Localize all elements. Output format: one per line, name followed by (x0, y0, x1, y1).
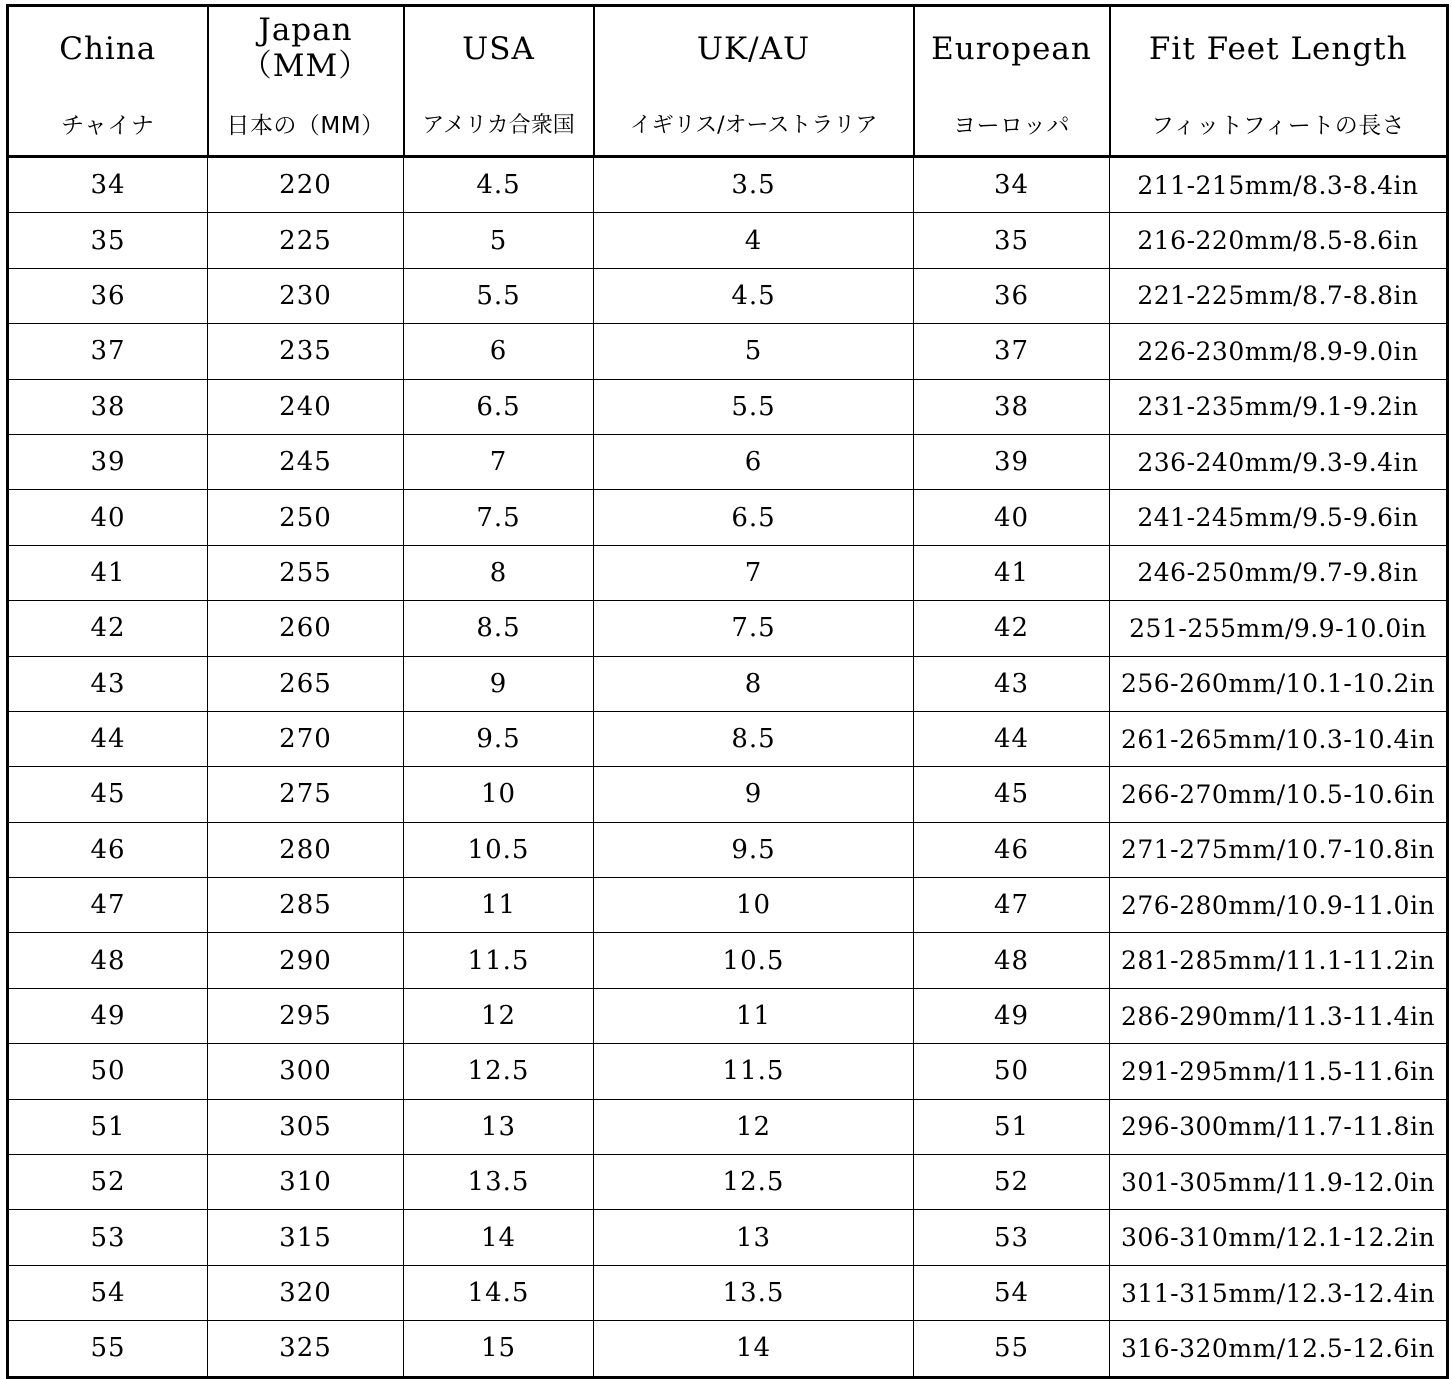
cell-china: 37 (8, 324, 208, 379)
cell-european: 53 (914, 1210, 1110, 1265)
cell-european: 34 (914, 157, 1110, 213)
cell-usa: 12 (404, 988, 594, 1043)
cell-usa: 8.5 (404, 601, 594, 656)
cell-china: 40 (8, 490, 208, 545)
cell-fit-feet-length: 311-315mm/12.3-12.4in (1110, 1265, 1448, 1320)
cell-usa: 6.5 (404, 379, 594, 434)
table-row (8, 1099, 1448, 1154)
cell-china: 50 (8, 1044, 208, 1099)
cell-china: 47 (8, 878, 208, 933)
cell-fit-feet-length: 281-285mm/11.1-11.2in (1110, 933, 1448, 988)
cell-japan-mm: 325 (208, 1321, 404, 1377)
cell-fit-feet-length: 316-320mm/12.5-12.6in (1110, 1321, 1448, 1377)
column-header-usa-jp: アメリカ合衆国 (404, 91, 594, 157)
cell-fit-feet-length: 261-265mm/10.3-10.4in (1110, 711, 1448, 766)
cell-japan-mm: 275 (208, 767, 404, 822)
table-row (8, 656, 1448, 711)
table-row (8, 1210, 1448, 1265)
cell-japan-mm: 270 (208, 711, 404, 766)
cell-uk-au: 8.5 (594, 711, 914, 766)
cell-usa: 10 (404, 767, 594, 822)
cell-fit-feet-length: 291-295mm/11.5-11.6in (1110, 1044, 1448, 1099)
cell-uk-au: 7 (594, 545, 914, 600)
cell-japan-mm: 300 (208, 1044, 404, 1099)
cell-european: 50 (914, 1044, 1110, 1099)
cell-usa: 7.5 (404, 490, 594, 545)
table-row (8, 822, 1448, 877)
cell-european: 52 (914, 1155, 1110, 1210)
cell-uk-au: 12.5 (594, 1155, 914, 1210)
cell-european: 51 (914, 1099, 1110, 1154)
table-row (8, 767, 1448, 822)
cell-usa: 11.5 (404, 933, 594, 988)
cell-japan-mm: 240 (208, 379, 404, 434)
column-header-uk-au-jp: イギリス/オーストラリア (594, 91, 914, 157)
cell-china: 53 (8, 1210, 208, 1265)
cell-usa: 14.5 (404, 1265, 594, 1320)
table-row (8, 490, 1448, 545)
cell-japan-mm: 290 (208, 933, 404, 988)
cell-china: 42 (8, 601, 208, 656)
cell-fit-feet-length: 271-275mm/10.7-10.8in (1110, 822, 1448, 877)
cell-fit-feet-length: 286-290mm/11.3-11.4in (1110, 988, 1448, 1043)
cell-fit-feet-length: 241-245mm/9.5-9.6in (1110, 490, 1448, 545)
cell-fit-feet-length: 276-280mm/10.9-11.0in (1110, 878, 1448, 933)
cell-usa: 10.5 (404, 822, 594, 877)
cell-japan-mm: 260 (208, 601, 404, 656)
cell-uk-au: 13.5 (594, 1265, 914, 1320)
column-header-japan-en-line1: Japan (258, 12, 353, 49)
cell-uk-au: 13 (594, 1210, 914, 1265)
cell-japan-mm: 315 (208, 1210, 404, 1265)
cell-japan-mm: 310 (208, 1155, 404, 1210)
cell-uk-au: 10 (594, 878, 914, 933)
cell-fit-feet-length: 216-220mm/8.5-8.6in (1110, 213, 1448, 268)
cell-uk-au: 4.5 (594, 268, 914, 323)
cell-fit-feet-length: 211-215mm/8.3-8.4in (1110, 157, 1448, 213)
cell-uk-au: 12 (594, 1099, 914, 1154)
cell-usa: 5 (404, 213, 594, 268)
column-header-china-jp: チャイナ (8, 91, 208, 157)
cell-fit-feet-length: 296-300mm/11.7-11.8in (1110, 1099, 1448, 1154)
cell-european: 45 (914, 767, 1110, 822)
table-row (8, 711, 1448, 766)
header-row-english (8, 6, 1448, 92)
cell-china: 44 (8, 711, 208, 766)
cell-fit-feet-length: 221-225mm/8.7-8.8in (1110, 268, 1448, 323)
cell-european: 37 (914, 324, 1110, 379)
cell-china: 39 (8, 434, 208, 489)
cell-european: 39 (914, 434, 1110, 489)
column-header-japan-jp: 日本の（MM） (208, 91, 404, 157)
cell-european: 44 (914, 711, 1110, 766)
cell-japan-mm: 255 (208, 545, 404, 600)
cell-usa: 9.5 (404, 711, 594, 766)
cell-china: 51 (8, 1099, 208, 1154)
cell-european: 55 (914, 1321, 1110, 1377)
table-row (8, 878, 1448, 933)
size-conversion-table (6, 4, 1449, 1379)
cell-fit-feet-length: 231-235mm/9.1-9.2in (1110, 379, 1448, 434)
cell-usa: 5.5 (404, 268, 594, 323)
cell-uk-au: 8 (594, 656, 914, 711)
cell-european: 41 (914, 545, 1110, 600)
cell-fit-feet-length: 266-270mm/10.5-10.6in (1110, 767, 1448, 822)
cell-fit-feet-length: 246-250mm/9.7-9.8in (1110, 545, 1448, 600)
cell-uk-au: 11.5 (594, 1044, 914, 1099)
cell-european: 42 (914, 601, 1110, 656)
cell-japan-mm: 235 (208, 324, 404, 379)
table-row (8, 933, 1448, 988)
cell-china: 45 (8, 767, 208, 822)
cell-japan-mm: 265 (208, 656, 404, 711)
cell-usa: 11 (404, 878, 594, 933)
cell-european: 43 (914, 656, 1110, 711)
cell-usa: 9 (404, 656, 594, 711)
table-row (8, 324, 1448, 379)
cell-fit-feet-length: 226-230mm/8.9-9.0in (1110, 324, 1448, 379)
cell-usa: 8 (404, 545, 594, 600)
cell-uk-au: 7.5 (594, 601, 914, 656)
cell-uk-au: 5.5 (594, 379, 914, 434)
header-row-japanese (8, 91, 1448, 157)
cell-european: 36 (914, 268, 1110, 323)
cell-usa: 13 (404, 1099, 594, 1154)
table-header (8, 6, 1448, 157)
cell-usa: 14 (404, 1210, 594, 1265)
table-row (8, 379, 1448, 434)
cell-uk-au: 4 (594, 213, 914, 268)
table-row (8, 545, 1448, 600)
cell-uk-au: 14 (594, 1321, 914, 1377)
cell-uk-au: 5 (594, 324, 914, 379)
table-row (8, 1155, 1448, 1210)
cell-uk-au: 9.5 (594, 822, 914, 877)
cell-japan-mm: 320 (208, 1265, 404, 1320)
cell-china: 52 (8, 1155, 208, 1210)
cell-japan-mm: 225 (208, 213, 404, 268)
cell-european: 35 (914, 213, 1110, 268)
cell-china: 43 (8, 656, 208, 711)
cell-japan-mm: 245 (208, 434, 404, 489)
cell-japan-mm: 305 (208, 1099, 404, 1154)
cell-china: 41 (8, 545, 208, 600)
cell-uk-au: 9 (594, 767, 914, 822)
cell-fit-feet-length: 301-305mm/11.9-12.0in (1110, 1155, 1448, 1210)
cell-uk-au: 6 (594, 434, 914, 489)
cell-japan-mm: 285 (208, 878, 404, 933)
table-row (8, 988, 1448, 1043)
column-header-fit-feet-length-jp: フィットフィートの長さ (1110, 91, 1448, 157)
cell-uk-au: 3.5 (594, 157, 914, 213)
cell-japan-mm: 295 (208, 988, 404, 1043)
cell-fit-feet-length: 236-240mm/9.3-9.4in (1110, 434, 1448, 489)
cell-china: 34 (8, 157, 208, 213)
table-row (8, 1044, 1448, 1099)
table-row (8, 268, 1448, 323)
cell-japan-mm: 250 (208, 490, 404, 545)
cell-fit-feet-length: 256-260mm/10.1-10.2in (1110, 656, 1448, 711)
column-header-japan-en (208, 6, 404, 92)
cell-china: 38 (8, 379, 208, 434)
table-row (8, 434, 1448, 489)
cell-european: 38 (914, 379, 1110, 434)
cell-china: 54 (8, 1265, 208, 1320)
cell-european: 54 (914, 1265, 1110, 1320)
cell-china: 46 (8, 822, 208, 877)
table-row (8, 157, 1448, 213)
column-header-japan-en-line2: （MM） (240, 48, 371, 84)
table-body (8, 157, 1448, 1378)
table-row (8, 1321, 1448, 1377)
cell-fit-feet-length: 306-310mm/12.1-12.2in (1110, 1210, 1448, 1265)
column-header-european-en: European (914, 6, 1110, 92)
cell-china: 49 (8, 988, 208, 1043)
cell-european: 49 (914, 988, 1110, 1043)
column-header-china-en: China (8, 6, 208, 92)
cell-european: 48 (914, 933, 1110, 988)
cell-usa: 13.5 (404, 1155, 594, 1210)
cell-usa: 15 (404, 1321, 594, 1377)
column-header-fit-feet-length-en: Fit Feet Length (1110, 6, 1448, 92)
cell-japan-mm: 220 (208, 157, 404, 213)
cell-usa: 7 (404, 434, 594, 489)
table-row (8, 213, 1448, 268)
cell-uk-au: 11 (594, 988, 914, 1043)
cell-uk-au: 6.5 (594, 490, 914, 545)
cell-usa: 6 (404, 324, 594, 379)
table-row (8, 1265, 1448, 1320)
cell-european: 47 (914, 878, 1110, 933)
column-header-usa-en: USA (404, 6, 594, 92)
cell-european: 40 (914, 490, 1110, 545)
table-row (8, 601, 1448, 656)
cell-fit-feet-length: 251-255mm/9.9-10.0in (1110, 601, 1448, 656)
cell-china: 36 (8, 268, 208, 323)
cell-european: 46 (914, 822, 1110, 877)
cell-china: 48 (8, 933, 208, 988)
cell-usa: 12.5 (404, 1044, 594, 1099)
cell-japan-mm: 280 (208, 822, 404, 877)
cell-usa: 4.5 (404, 157, 594, 213)
cell-china: 55 (8, 1321, 208, 1377)
cell-uk-au: 10.5 (594, 933, 914, 988)
cell-china: 35 (8, 213, 208, 268)
column-header-european-jp: ヨーロッパ (914, 91, 1110, 157)
column-header-uk-au-en: UK/AU (594, 6, 914, 92)
cell-japan-mm: 230 (208, 268, 404, 323)
